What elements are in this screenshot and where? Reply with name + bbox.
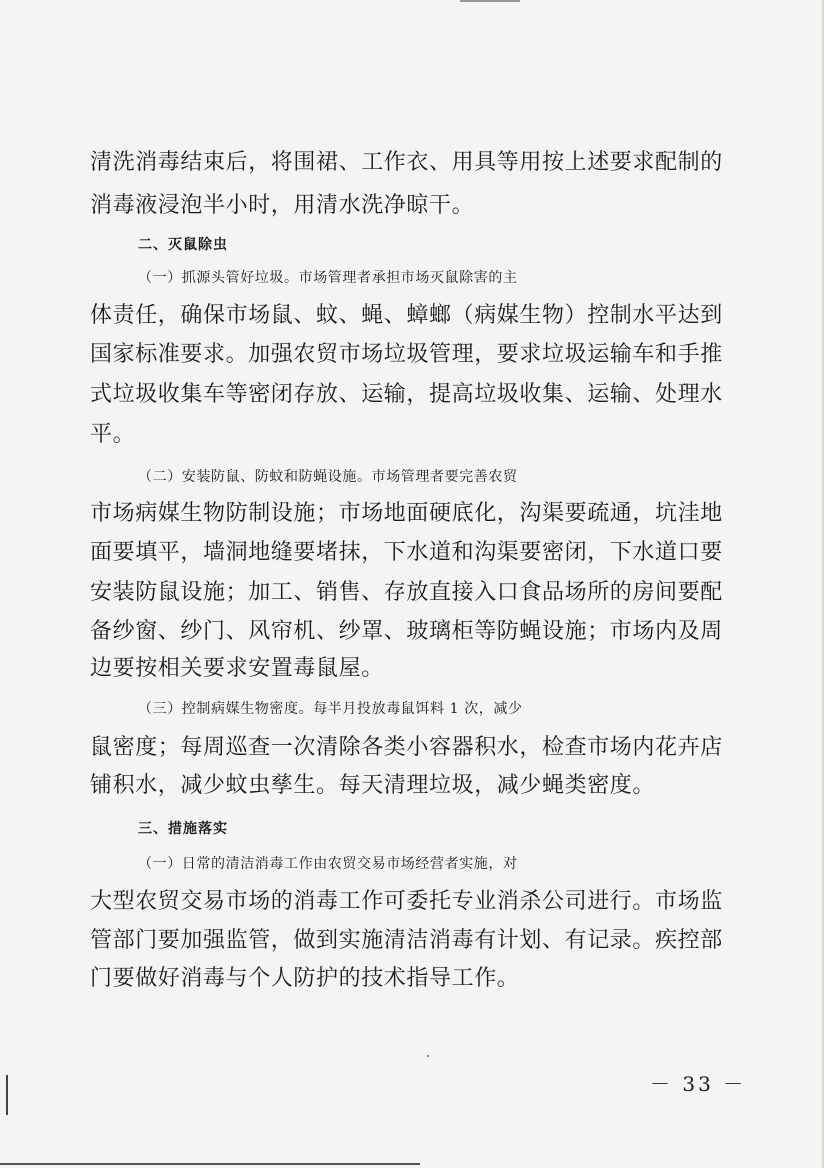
body-text-line: 铺积水，减少蚊虫孳生。每天清理垃圾，减少蝇类密度。 [90, 773, 656, 798]
body-text-line: （一）日常的清洁消毒工作由农贸交易市场经营者实施，对 [138, 856, 518, 872]
body-text-line: （二）安装防鼠、防蚊和防蝇设施。市场管理者要完善农贸 [138, 469, 518, 485]
body-text-line: 消毒液浸泡半小时，用清水洗净晾干。 [90, 193, 475, 218]
body-text-line: 边要按相关要求安置毒鼠屋。 [90, 656, 384, 681]
body-text-line: 大型农贸交易市场的消毒工作可委托专业消杀公司进行。市场监 [90, 889, 723, 914]
body-text-line: （三）控制病媒生物密度。每半月投放毒鼠饵料 1 次，减少 [138, 701, 523, 717]
page-number: － 33 － [650, 1072, 747, 1096]
body-text-line: 鼠密度；每周巡查一次清除各类小容器积水，检查市场内花卉店 [90, 735, 723, 760]
body-text-line: 国家标准要求。加强农贸市场垃圾管理，要求垃圾运输车和手推 [90, 342, 723, 367]
body-text-line: 门要做好消毒与个人防护的技术指导工作。 [90, 966, 520, 991]
section-heading: 二、灭鼠除虫 [138, 237, 228, 253]
body-text-line: 管部门要加强监管，做到实施清洁消毒有计划、有记录。疾控部 [90, 928, 723, 953]
body-text-line: 备纱窗、纱门、风帘机、纱罩、玻璃柜等防蝇设施；市场内及周 [90, 619, 723, 644]
scan-artifact-bottom [0, 1163, 420, 1165]
body-text-line: 清洗消毒结束后，将围裙、工作衣、用具等用按上述要求配制的 [90, 150, 723, 175]
scan-artifact-left [6, 1075, 8, 1115]
body-text-line: （一）抓源头管好垃圾。市场管理者承担市场灭鼠除害的主 [138, 270, 518, 286]
body-text-line: 式垃圾收集车等密闭存放、运输，提高垃圾收集、运输、处理水 [90, 382, 723, 407]
body-text-line: 市场病媒生物防制设施；市场地面硬底化，沟渠要疏通，坑洼地 [90, 501, 723, 526]
body-text-line: 体责任，确保市场鼠、蚊、蝇、蟑螂（病媒生物）控制水平达到 [90, 303, 723, 328]
body-text-line: 安装防鼠设施；加工、销售、存放直接入口食品场所的房间要配 [90, 580, 723, 605]
section-heading: 三、措施落实 [138, 821, 228, 837]
body-text-line: 平。 [90, 422, 136, 447]
body-text-line: 面要填平，墙洞地缝要堵抹，下水道和沟渠要密闭，下水道口要 [90, 540, 723, 565]
scan-artifact-dot [427, 1055, 429, 1057]
scan-artifact-top [460, 0, 520, 2]
